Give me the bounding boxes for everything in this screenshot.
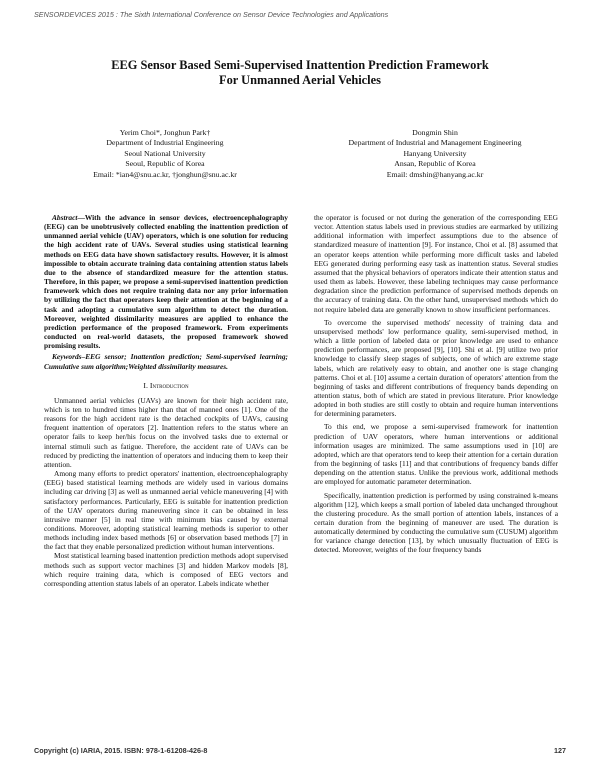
- author-block-right: [300, 128, 570, 180]
- copyright-isbn: Copyright (c) IARIA, 2015. ISBN: 978-1-61208-426-8: [34, 746, 208, 755]
- paragraph: To this end, we propose a semi-supervised framework for inattention prediction of UAV operators, where human interventions or additional information usages are minimized. The same assumptions used in [10] are adopted, which are that operators tend to keep their attention for a certain duration from the beginning of tasks [11] and that contributions of frequency bands differ depending on the attention status. Unlike the previous work, additional methods are employed for automatic parameter determination.: [314, 422, 558, 487]
- paragraph: Unmanned aerial vehicles (UAVs) are known for their high accident rate, which is ten to hundred times higher than that of manned ones [1]. One of the reasons for the high accident rate is the detached cockpits of UAVs, causing frequent inattention of operators [2]. Inattention refers to the status where an operator fails to keep her/his focus on the involved tasks due to external or internal stimuli such as fatigue. Therefore, the accident rate of UAVs can be reduced by predicting the inattention of operators and inducing them to keep their attention.: [44, 395, 288, 469]
- author-location: Seoul, Republic of Korea: [125, 159, 205, 169]
- left-column: [44, 213, 288, 588]
- author-organization: Seoul National University: [124, 148, 206, 158]
- paragraph: the operator is focused or not during the generation of the corresponding EEG vector. Attention status labels used in previous studies are earmarked by utilizing additional information with imperfect assumptions due to the absence of standardized measure of inattention [9]. For instance, Choi et al. [8] assumed that an operator keeps attention while performing more difficult tasks and labeled EEG generated during performing easy task as inattention status. Several studies assumed that the physical behaviors of operators indicate their attention status and used them as labels. However, these labeling techniques may cause performance degradation since the prediction performance of supervised methods depends on the accuracy of training data. On the other hand, unsupervised methods which do not require labeled data are generally known to show insufficient performances.: [314, 213, 558, 314]
- paper-title: [40, 58, 560, 88]
- page-number: 127: [554, 746, 566, 755]
- author-department: Department of Industrial and Management Engineering: [348, 138, 522, 148]
- paragraph: Most statistical learning based inattention prediction methods adopt supervised methods such as support vector machines [3] and hidden Markov models [8], which require training data, which is composed of EEG vectors and corresponding attention status labels of an operator. Labels indicate whether: [44, 551, 288, 588]
- author-names: Dongmin Shin: [412, 128, 458, 137]
- keywords: Keywords–EEG sensor; Inattention prediction; Semi-supervised learning; Cumulative sum algorithm;Weighted dissimilarity measures.: [44, 352, 288, 371]
- abstract-text: —With the advance in sensor devices, electroencephalography (EEG) can be unobtrusively collected enabling the inattention prediction of unmanned aerial vehicle (UAV) operators, which is one solution for reducing the high accident rate of UAVs. Several studies using statistical learning methods on EEG data have shown satisfactory results. However, it is almost impossible to obtain accurate training data containing attention status labels due to the absence of standardized measure for the attention status. Therefore, in this paper, we propose a semi-supervised inattention prediction framework which does not require training data nor any prior information by utilizing the fact that operators keep their attention at the beginning of a task and adopting a cumulative sum algorithm to detect the duration. Moreover, weighted dissimilarity measures are applied to enhance the prediction performance of the proposed framework. From experiments conducted on real-world datasets, the proposed framework showed promising results.: [44, 213, 288, 351]
- author-names: Yerim Choi*, Jonghun Park†: [119, 128, 211, 137]
- title-line-1: EEG Sensor Based Semi-Supervised Inattention Prediction Framework: [111, 58, 489, 72]
- right-column: [314, 213, 558, 555]
- author-email: Email: dmshin@hanyang.ac.kr: [386, 169, 484, 179]
- paragraph: Specifically, inattention prediction is performed by using constrained k-means algorithm [12], which keeps a small portion of labeled data unchanged throughout the clustering procedure. As the small portion of attention labels, instances of a certain duration from the beginning of maneuver are used. The duration is automatically determined by conducting the cumulative sum (CUSUM) algorithm for variance change detection [13], by which unusually fluctuation of EEG is detected. Moreover, weights of the four frequency bands: [314, 490, 558, 555]
- paragraph: To overcome the supervised methods' necessity of training data and unsupervised methods' low performance quality, semi-supervised method, in which a little portion of labeled data or prior knowledge are used to enhance prediction performances, are proposed [9], [10]. Shi et al. [9] utilize two prior knowledge to classify sleep stages of subjects, one of which are extreme stage labels, which are relatively easy to obtain, and another one is stage changing patterns. Choi et al. [10] assume a certain duration of operators' attention from the beginning of tasks and different contributions of frequency bands depending on attention status, both of which are stated in previous literature. Prior knowledge adopted in both studies are still costly to obtain and require human interventions for determining parameters.: [314, 317, 558, 419]
- running-header: SENSORDEVICES 2015 : The Sixth International Conference on Sensor Device Technologies and Applications: [34, 10, 389, 19]
- section-heading-introduction: I. Introduction: [143, 380, 189, 390]
- author-organization: Hanyang University: [403, 148, 467, 158]
- abstract-label: Abstract: [52, 213, 78, 222]
- author-email: Email: *ian4@snu.ac.kr, †jonghun@snu.ac.kr: [93, 169, 237, 179]
- author-location: Ansan, Republic of Korea: [394, 159, 476, 169]
- title-line-2: For Unmanned Aerial Vehicles: [219, 73, 381, 87]
- author-department: Department of Industrial Engineering: [106, 138, 224, 148]
- paragraph: Among many efforts to predict operators' inattention, electroencephalography (EEG) based statistical learning methods are widely used in various domains including car driving [3] as well as unmanned aerial vehicle maneuvering [4] with satisfactory performances. Particularly, EEG is suitable for inattention prediction of the UAV operators during maneuvering since it can be obtained in less intrusive manner [5] in real time with minimum bias caused by external conditions. Moreover, adopting statistical learning methods is superior to other methods including index based methods [6] or observation based methods [7] in the fact that they enable personalized prediction without human interventions.: [44, 469, 288, 552]
- author-block-left: [40, 128, 290, 180]
- abstract: [44, 213, 288, 350]
